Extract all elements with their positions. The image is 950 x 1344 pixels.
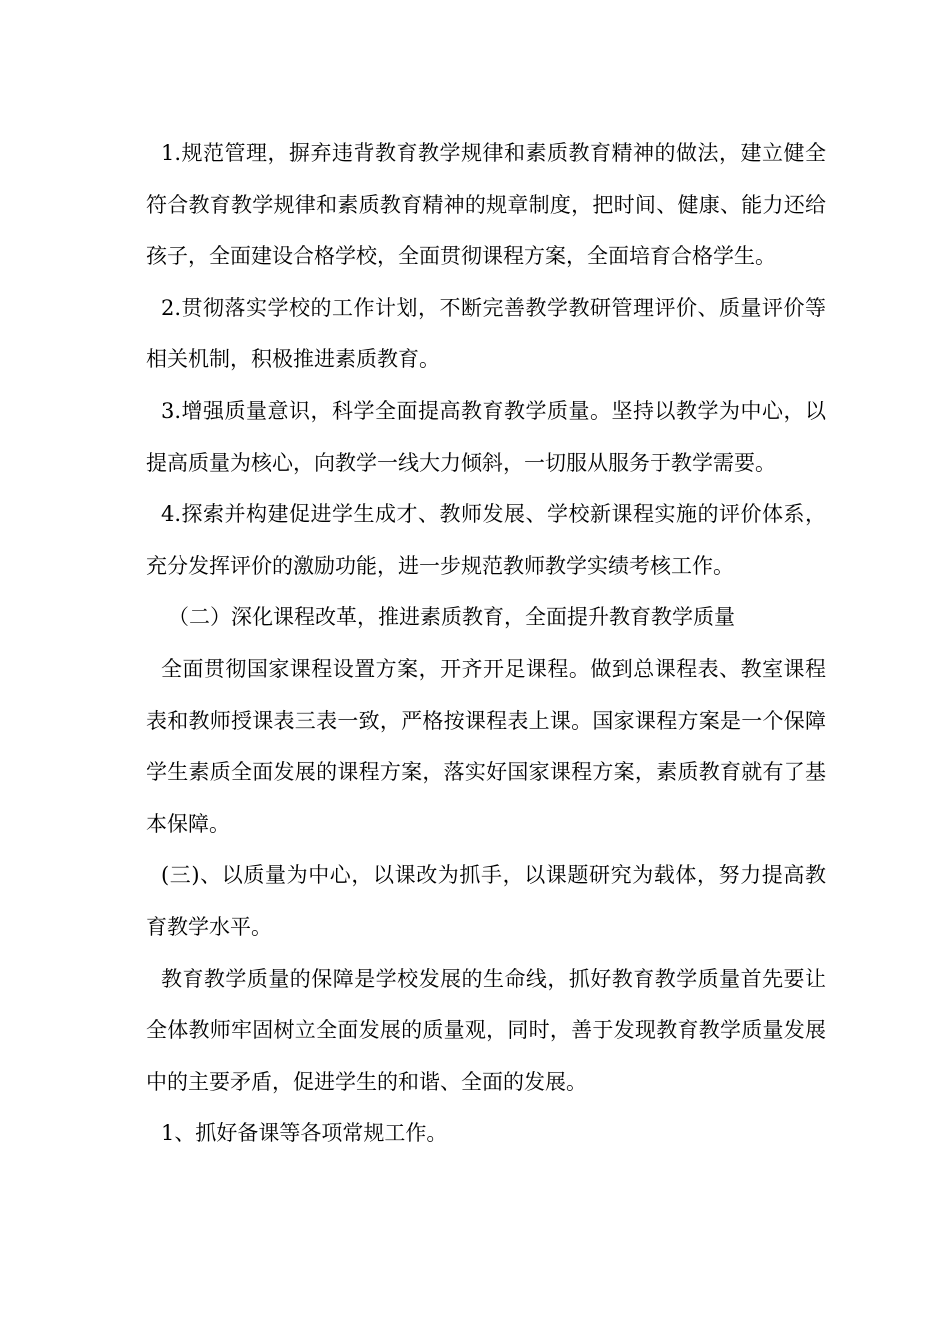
paragraph-national-curriculum: 全面贯彻国家课程设置方案，开齐开足课程。做到总课程表、教室课程表和教师授课表三表一致，严格按课程表上课。国家课程方案是一个保障学生素质全面发展的课程方案，落实好国家课程方案，素质教育就有了基本保障。 [146, 656, 826, 836]
paragraph-implement-work-plan: 2.贯彻落实学校的工作计划，不断完善教学教研管理评价、质量评价等相关机制，积极推进素质教育。 [146, 295, 826, 372]
section-heading-quality-center: (三)、以质量为中心，以课改为抓手，以课题研究为载体，努力提高教育教学水平。 [146, 863, 826, 939]
paragraph-routine-work: 1、抓好备课等各项常规工作。 [161, 1121, 448, 1146]
paragraph-regulate-management: 1.规范管理，摒弃违背教育教学规律和素质教育精神的做法，建立健全符合教育教学规律和素质教育精神的规章制度，把时间、健康、能力还给孩子，全面建设合格学校，全面贯彻课程方案，全面培育合格学生。 [146, 141, 826, 269]
paragraph-evaluation-system: 4.探索并构建促进学生成才、教师发展、学校新课程实施的评价体系，充分发挥评价的激励功能，进一步规范教师教学实绩考核工作。 [146, 502, 826, 578]
paragraph-quality-awareness: 3.增强质量意识，科学全面提高教育教学质量。坚持以教学为中心，以提高质量为核心，向教学一线大力倾斜，一切服从服务于教学需要。 [146, 398, 826, 475]
paragraph-quality-lifeline: 教育教学质量的保障是学校发展的生命线，抓好教育教学质量首先要让全体教师牢固树立全面发展的质量观，同时，善于发现教育教学质量发展中的主要矛盾，促进学生的和谐、全面的发展。 [146, 966, 826, 1094]
section-heading-curriculum-reform: （二）深化课程改革，推进素质教育，全面提升教育教学质量 [168, 605, 735, 630]
document-body [146, 128, 826, 1160]
